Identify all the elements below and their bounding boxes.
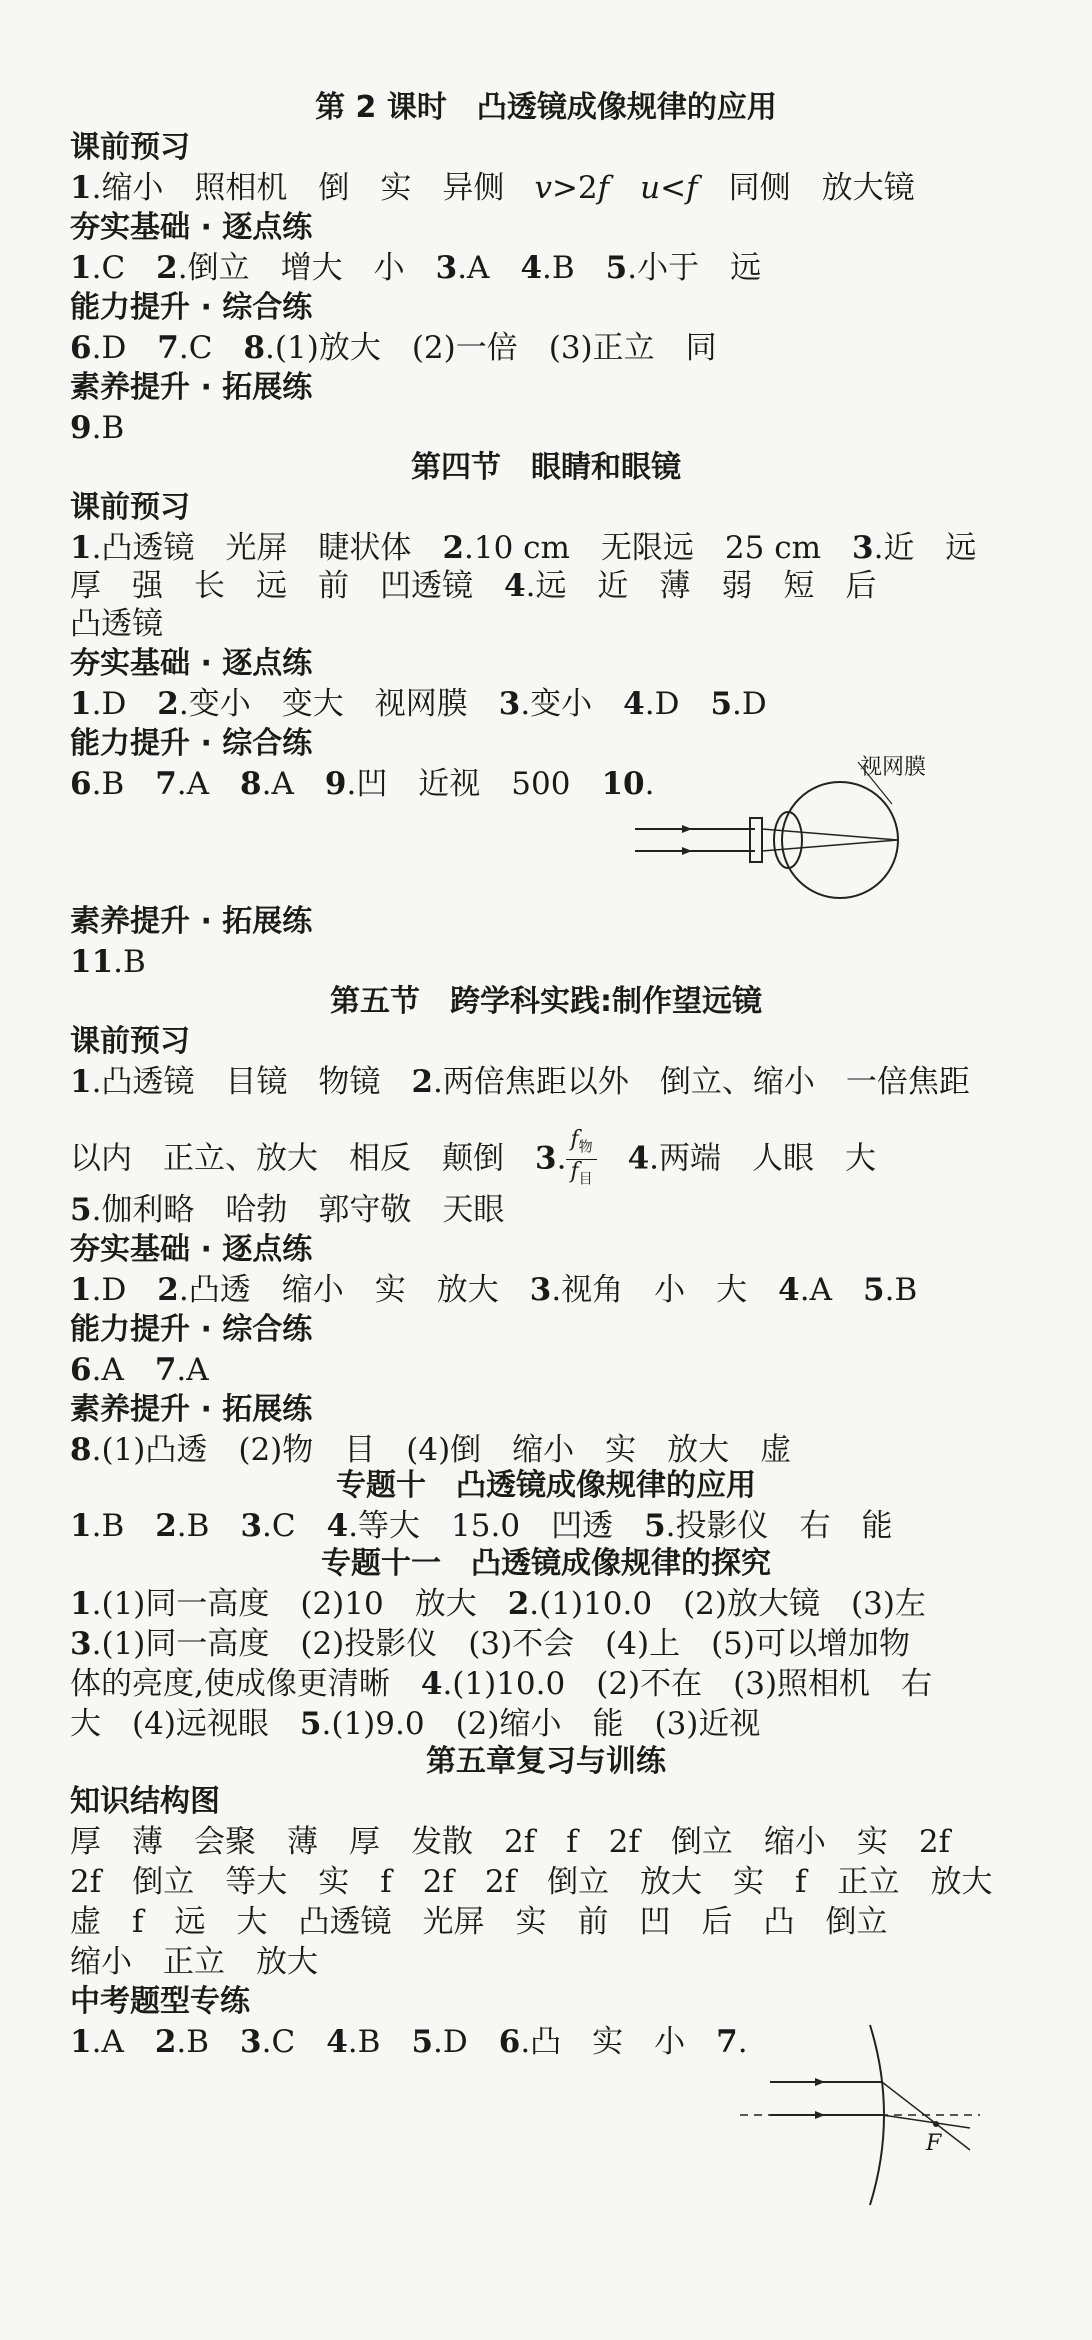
answer-line: 6.A 7.A: [70, 1352, 209, 1388]
answer-line: 缩小 正立 放大: [70, 1944, 318, 1980]
heading-ability: 能力提升 · 综合练: [70, 290, 313, 325]
heading-preview: 课前预习: [70, 130, 190, 165]
answer-line: 6.D 7.C 8.(1)放大 (2)一倍 (3)正立 同: [70, 330, 717, 366]
heading-literacy: 素养提升 · 拓展练: [70, 370, 313, 405]
section-title: 专题十一 凸透镜成像规律的探究: [321, 1546, 771, 1581]
heading-basic: 夯实基础 · 逐点练: [70, 210, 313, 245]
answer-line: 1.C 2.倒立 增大 小 3.A 4.B 5.小于 远: [70, 250, 762, 286]
answer-line: 6.B 7.A 8.A 9.凹 近视 500 10.: [70, 766, 655, 802]
heading-basic: 夯实基础 · 逐点练: [70, 646, 313, 681]
arrow-icon: [815, 2111, 825, 2119]
heading-literacy: 素养提升 · 拓展练: [70, 1392, 313, 1427]
heading-exam: 中考题型专练: [70, 1984, 250, 2019]
section-title: 专题十 凸透镜成像规律的应用: [336, 1468, 756, 1503]
answer-line: 体的亮度,使成像更清晰 4.(1)10.0 (2)不在 (3)照相机 右: [70, 1666, 933, 1702]
retina-label: 视网膜: [860, 755, 927, 780]
answer-line: 1.(1)同一高度 (2)10 放大 2.(1)10.0 (2)放大镜 (3)左: [70, 1586, 926, 1622]
answer-line: 1.B 2.B 3.C 4.等大 15.0 凹透 5.投影仪 右 能: [70, 1508, 893, 1544]
answer-line: 凸透镜: [70, 606, 163, 642]
section-title: 第五节 跨学科实践:制作望远镜: [330, 984, 762, 1019]
heading-preview: 课前预习: [70, 490, 190, 525]
answer-line: 8.(1)凸透 (2)物 目 (4)倒 缩小 实 放大 虚: [70, 1432, 792, 1468]
answer-line: 2f 倒立 等大 实 f 2f 2f 倒立 放大 实 f 正立 放大: [70, 1864, 993, 1900]
section-title: 第四节 眼睛和眼镜: [411, 450, 681, 485]
eye-lens: [774, 812, 802, 868]
answer-line: 3.(1)同一高度 (2)投影仪 (3)不会 (4)上 (5)可以增加物: [70, 1626, 910, 1662]
heading-literacy: 素养提升 · 拓展练: [70, 904, 313, 939]
answer-line: 1.D 2.变小 变大 视网膜 3.变小 4.D 5.D: [70, 686, 767, 722]
answer-line: 9.B: [70, 410, 125, 446]
answer-line: 虚 f 远 大 凸透镜 光屏 实 前 凹 后 凸 倒立: [70, 1904, 888, 1940]
refracted-ray: [882, 2115, 970, 2128]
answer-line: 5.伽利略 哈勃 郭守敬 天眼: [70, 1192, 505, 1228]
heading-preview: 课前预习: [70, 1024, 190, 1059]
heading-knowledge: 知识结构图: [70, 1784, 220, 1819]
lens-diagram: [740, 2020, 990, 2210]
answer-line: 厚 强 长 远 前 凹透镜 4.远 近 薄 弱 短 后: [70, 568, 877, 604]
arrow-icon: [682, 847, 692, 855]
arrow-icon: [815, 2078, 825, 2086]
heading-basic: 夯实基础 · 逐点练: [70, 1232, 313, 1267]
focus-label: F: [926, 2131, 942, 2156]
answer-line: 大 (4)远视眼 5.(1)9.0 (2)缩小 能 (3)近视: [70, 1706, 761, 1742]
eye-diagram: [630, 752, 960, 902]
answer-line: 1.凸透镜 光屏 睫状体 2.10 cm 无限远 25 cm 3.近 远: [70, 530, 977, 566]
focal-point: [933, 2121, 939, 2127]
eyeball-outline: [782, 782, 898, 898]
answer-line: 11.B: [70, 944, 146, 980]
answer-line: 1.凸透镜 目镜 物镜 2.两倍焦距以外 倒立、缩小 一倍焦距: [70, 1064, 970, 1100]
answer-line: 1.D 2.凸透 缩小 实 放大 3.视角 小 大 4.A 5.B: [70, 1272, 918, 1308]
answer-line: 1.A 2.B 3.C 4.B 5.D 6.凸 实 小 7.: [70, 2024, 748, 2060]
arrow-icon: [682, 825, 692, 833]
answer-line: 以内 正立、放大 相反 颠倒 3. $\frac{f_物}{f_目}$ 4.两端 人眼 大: [70, 1128, 1050, 1192]
answer-line: 1.缩小 照相机 倒 实 异侧 v>2f u<f 同侧 放大镜: [70, 170, 915, 206]
answer-line: 厚 薄 会聚 薄 厚 发散 2f f 2f 倒立 缩小 实 2f: [70, 1824, 951, 1860]
section-title: 第五章复习与训练: [426, 1744, 666, 1779]
heading-ability: 能力提升 · 综合练: [70, 726, 313, 761]
correction-lens: [750, 818, 762, 862]
section-title: 第 2 课时 凸透镜成像规律的应用: [315, 90, 777, 125]
focal-ratio: $\frac{f_物}{f_目}$: [566, 1128, 596, 1192]
heading-ability: 能力提升 · 综合练: [70, 1312, 313, 1347]
